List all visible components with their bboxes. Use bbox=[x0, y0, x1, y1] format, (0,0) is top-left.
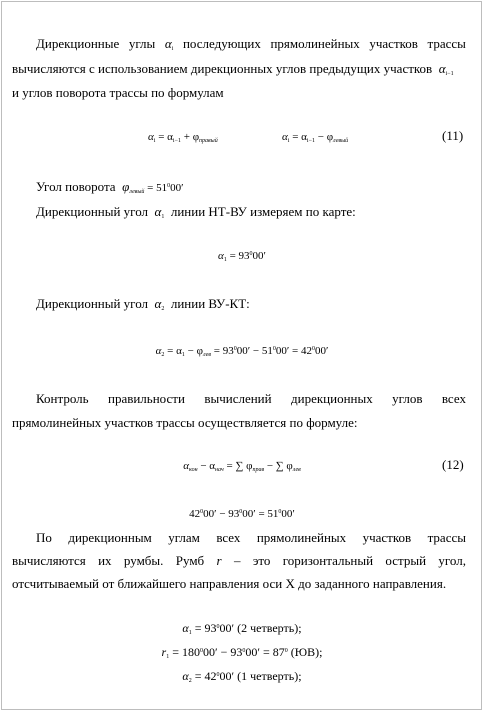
control-line-1: Контроль правильности вычислений дирекционных углов всех bbox=[36, 391, 466, 406]
turn-angle-line: Угол поворота $\varphi_{левый} = 51^000'$ bbox=[36, 179, 184, 195]
rumb-line-1: По дирекционным углам всех прямолинейных участков трассы bbox=[36, 530, 466, 545]
direction-angle-1-line: Дирекционный угол $\alpha_1$ линии НТ-ВУ измеряем по карте: bbox=[36, 204, 356, 220]
word: углы bbox=[128, 36, 156, 51]
formula-11-left: $\alpha_i = \alpha_{i-1} + \varphi_{правый}$ bbox=[148, 131, 218, 144]
direction-angle-2-line: Дирекционный угол $\alpha_2$ линии ВУ-КТ: bbox=[36, 296, 250, 312]
word: прямолинейных bbox=[270, 36, 360, 51]
formula-alpha-1: $\alpha_1 = 93^000'$ bbox=[218, 250, 266, 263]
alpha-i: $\alpha_i$ bbox=[164, 36, 174, 52]
word: Дирекционные bbox=[36, 36, 120, 51]
result-alpha-1: $\alpha_1 = 93^000'$ (2 четверть); bbox=[182, 621, 302, 636]
formula-alpha-2: $\alpha_2 = \alpha_1 - \varphi_{лев} = 93^000' - 51^000' = 42^000'$ bbox=[155, 345, 329, 358]
result-alpha-2: $\alpha_2 = 42^000'$ (1 четверть); bbox=[182, 669, 302, 684]
paragraph-1-line-1 bbox=[36, 36, 466, 52]
control-line-2: прямолинейных участков трассы осуществляется по формуле: bbox=[12, 415, 358, 430]
result-r-1: $r_1 = 180^000' - 93^000' = 87^0$ (ЮВ); bbox=[161, 645, 323, 660]
word: трассы bbox=[427, 36, 466, 51]
rumb-line-2: вычисляются их румбы. Румб r – это горизонтальный острый угол, bbox=[12, 553, 466, 568]
paragraph-1-line-3: и углов поворота трассы по формулам bbox=[12, 85, 224, 100]
formula-12: $\alpha_{кон} - \alpha_{нач}$ = ∑ $\varphi_{прав}$ − ∑ $\varphi_{лев}$ bbox=[183, 460, 301, 473]
equation-number-12: (12) bbox=[442, 457, 464, 472]
word: последующих bbox=[182, 36, 261, 51]
formula-check: $42^000' - 93^000' = 51^000'$ bbox=[189, 508, 295, 520]
paragraph-1-line-2: вычисляются с использованием дирекционных углов предыдущих участков $\alpha_{i-1}$ bbox=[12, 61, 454, 77]
formula-11-right: $\alpha_i = \alpha_{i-1} - \varphi_{левый}$ bbox=[282, 131, 349, 144]
word: участков bbox=[369, 36, 418, 51]
rumb-line-3: отсчитываемый от ближайшего направления оси X до заданного направления. bbox=[12, 576, 447, 591]
equation-number-11: (11) bbox=[442, 128, 464, 143]
